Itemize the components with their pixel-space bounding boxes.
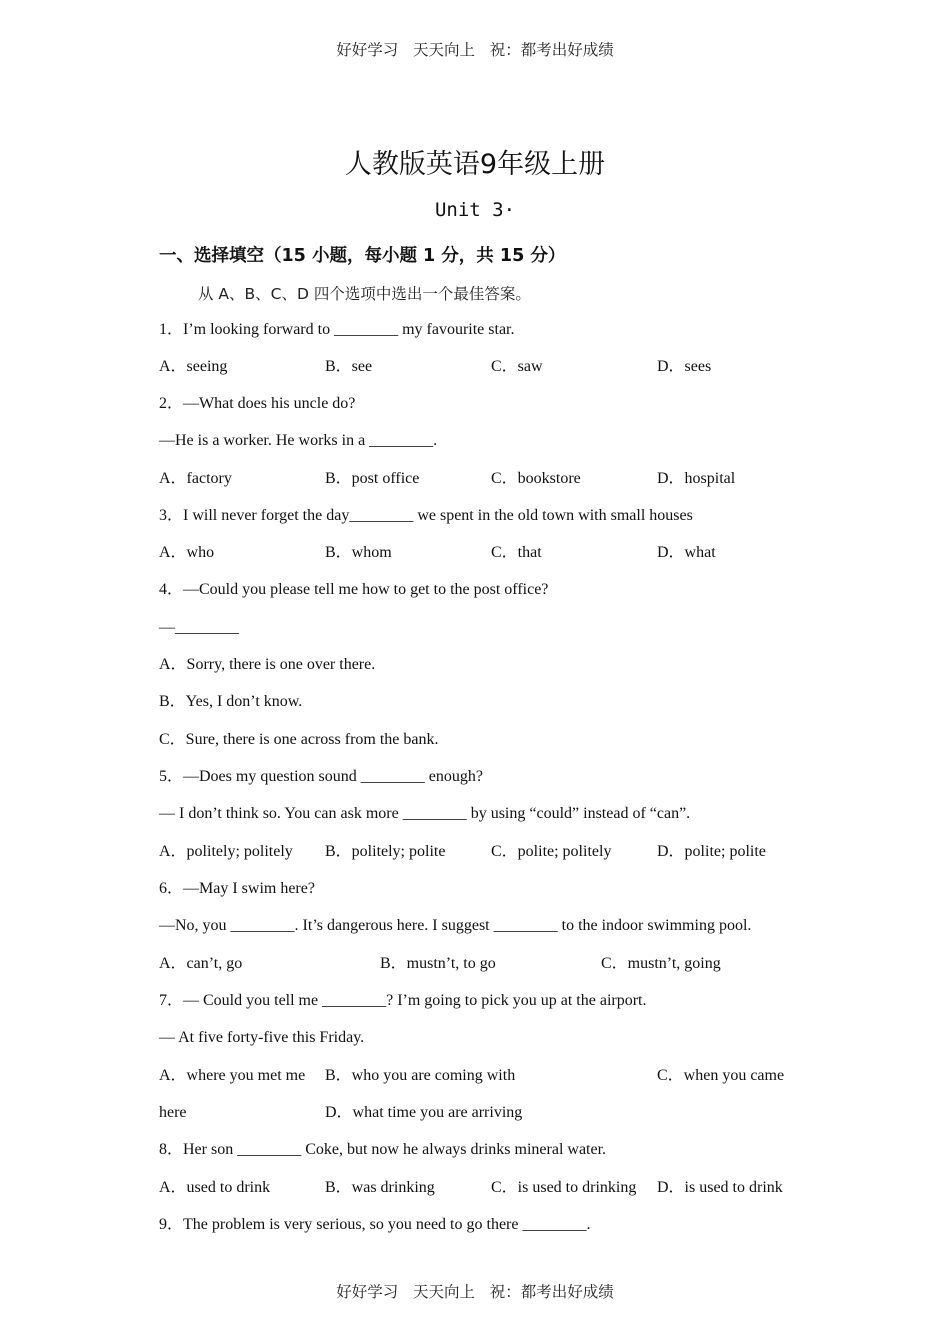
question-2-option-b: B．post office	[325, 470, 420, 487]
question-1-option-a: A．seeing	[159, 358, 228, 375]
question-7-option-c-continued: here	[159, 1104, 187, 1121]
question-5-option-b: B．politely; polite	[325, 843, 446, 860]
question-8-option-a: A．used to drink	[159, 1179, 271, 1196]
question-5-stem-reply: — I don’t think so. You can ask more ________ by using “could” instead of “can”.	[159, 805, 691, 822]
document-title: 人教版英语9年级上册	[344, 149, 606, 180]
question-6-stem: 6．—May I swim here?	[159, 880, 315, 897]
question-8-stem: 8．Her son ________ Coke, but now he always drinks mineral water.	[159, 1141, 607, 1158]
question-2-option-a: A．factory	[159, 470, 232, 487]
question-6-stem-reply: —No, you ________. It’s dangerous here. I suggest ________ to the indoor swimming pool.	[159, 917, 752, 934]
question-1-option-c: C．saw	[491, 358, 543, 375]
question-6-option-a: A．can’t, go	[159, 955, 243, 972]
question-3-option-a: A．who	[159, 544, 215, 561]
section-instruction: 从 A、B、C、D 四个选项中选出一个最佳答案。	[198, 285, 531, 303]
question-7-stem-reply: — At five forty-five this Friday.	[159, 1029, 365, 1046]
section-heading: 一、选择填空（15 小题，每小题 1 分，共 15 分）	[159, 246, 566, 266]
question-3-option-c: C．that	[491, 544, 542, 561]
question-2-stem: 2．—What does his uncle do?	[159, 395, 356, 412]
question-1-option-d: D．sees	[657, 358, 712, 375]
unit-subtitle: Unit 3·	[434, 199, 516, 221]
question-3-option-d: D．what	[657, 544, 716, 561]
question-3-option-b: B．whom	[325, 544, 392, 561]
question-8-option-b: B．was drinking	[325, 1179, 435, 1196]
question-8-option-d: D．is used to drink	[657, 1179, 783, 1196]
question-3-stem: 3．I will never forget the day________ we spent in the old town with small houses	[159, 507, 693, 524]
question-4-option-c: C．Sure, there is one across from the bank.	[159, 731, 439, 748]
question-2-option-d: D．hospital	[657, 470, 736, 487]
question-6-option-b: B．mustn’t, to go	[380, 955, 496, 972]
page-header: 好好学习 天天向上 祝：都考出好成绩	[336, 41, 614, 59]
question-7-option-c: C．when you came	[657, 1067, 785, 1084]
question-4-option-a: A．Sorry, there is one over there.	[159, 656, 376, 673]
question-7-stem: 7．— Could you tell me ________? I’m going to pick you up at the airport.	[159, 992, 647, 1009]
question-1-option-b: B．see	[325, 358, 373, 375]
question-8-option-c: C．is used to drinking	[491, 1179, 637, 1196]
question-5-stem: 5．—Does my question sound ________ enough?	[159, 768, 483, 785]
question-5-option-a: A．politely; politely	[159, 843, 293, 860]
question-4-stem: 4．—Could you please tell me how to get to the post office?	[159, 581, 549, 598]
question-6-option-c: C．mustn’t, going	[601, 955, 721, 972]
question-4-option-b: B．Yes, I don’t know.	[159, 693, 303, 710]
question-7-option-b: B．who you are coming with	[325, 1067, 516, 1084]
question-4-stem-reply: —________	[159, 619, 239, 636]
question-9-stem: 9．The problem is very serious, so you need to go there ________.	[159, 1216, 591, 1233]
question-5-option-d: D．polite; polite	[657, 843, 766, 860]
question-1-stem: 1．I’m looking forward to ________ my favourite star.	[159, 321, 515, 338]
question-7-option-a: A．where you met me	[159, 1067, 306, 1084]
question-2-option-c: C．bookstore	[491, 470, 581, 487]
question-7-option-d: D．what time you are arriving	[325, 1104, 523, 1121]
question-2-stem-reply: —He is a worker. He works in a ________.	[159, 432, 438, 449]
page-footer: 好好学习 天天向上 祝：都考出好成绩	[336, 1283, 614, 1301]
question-5-option-c: C．polite; politely	[491, 843, 612, 860]
